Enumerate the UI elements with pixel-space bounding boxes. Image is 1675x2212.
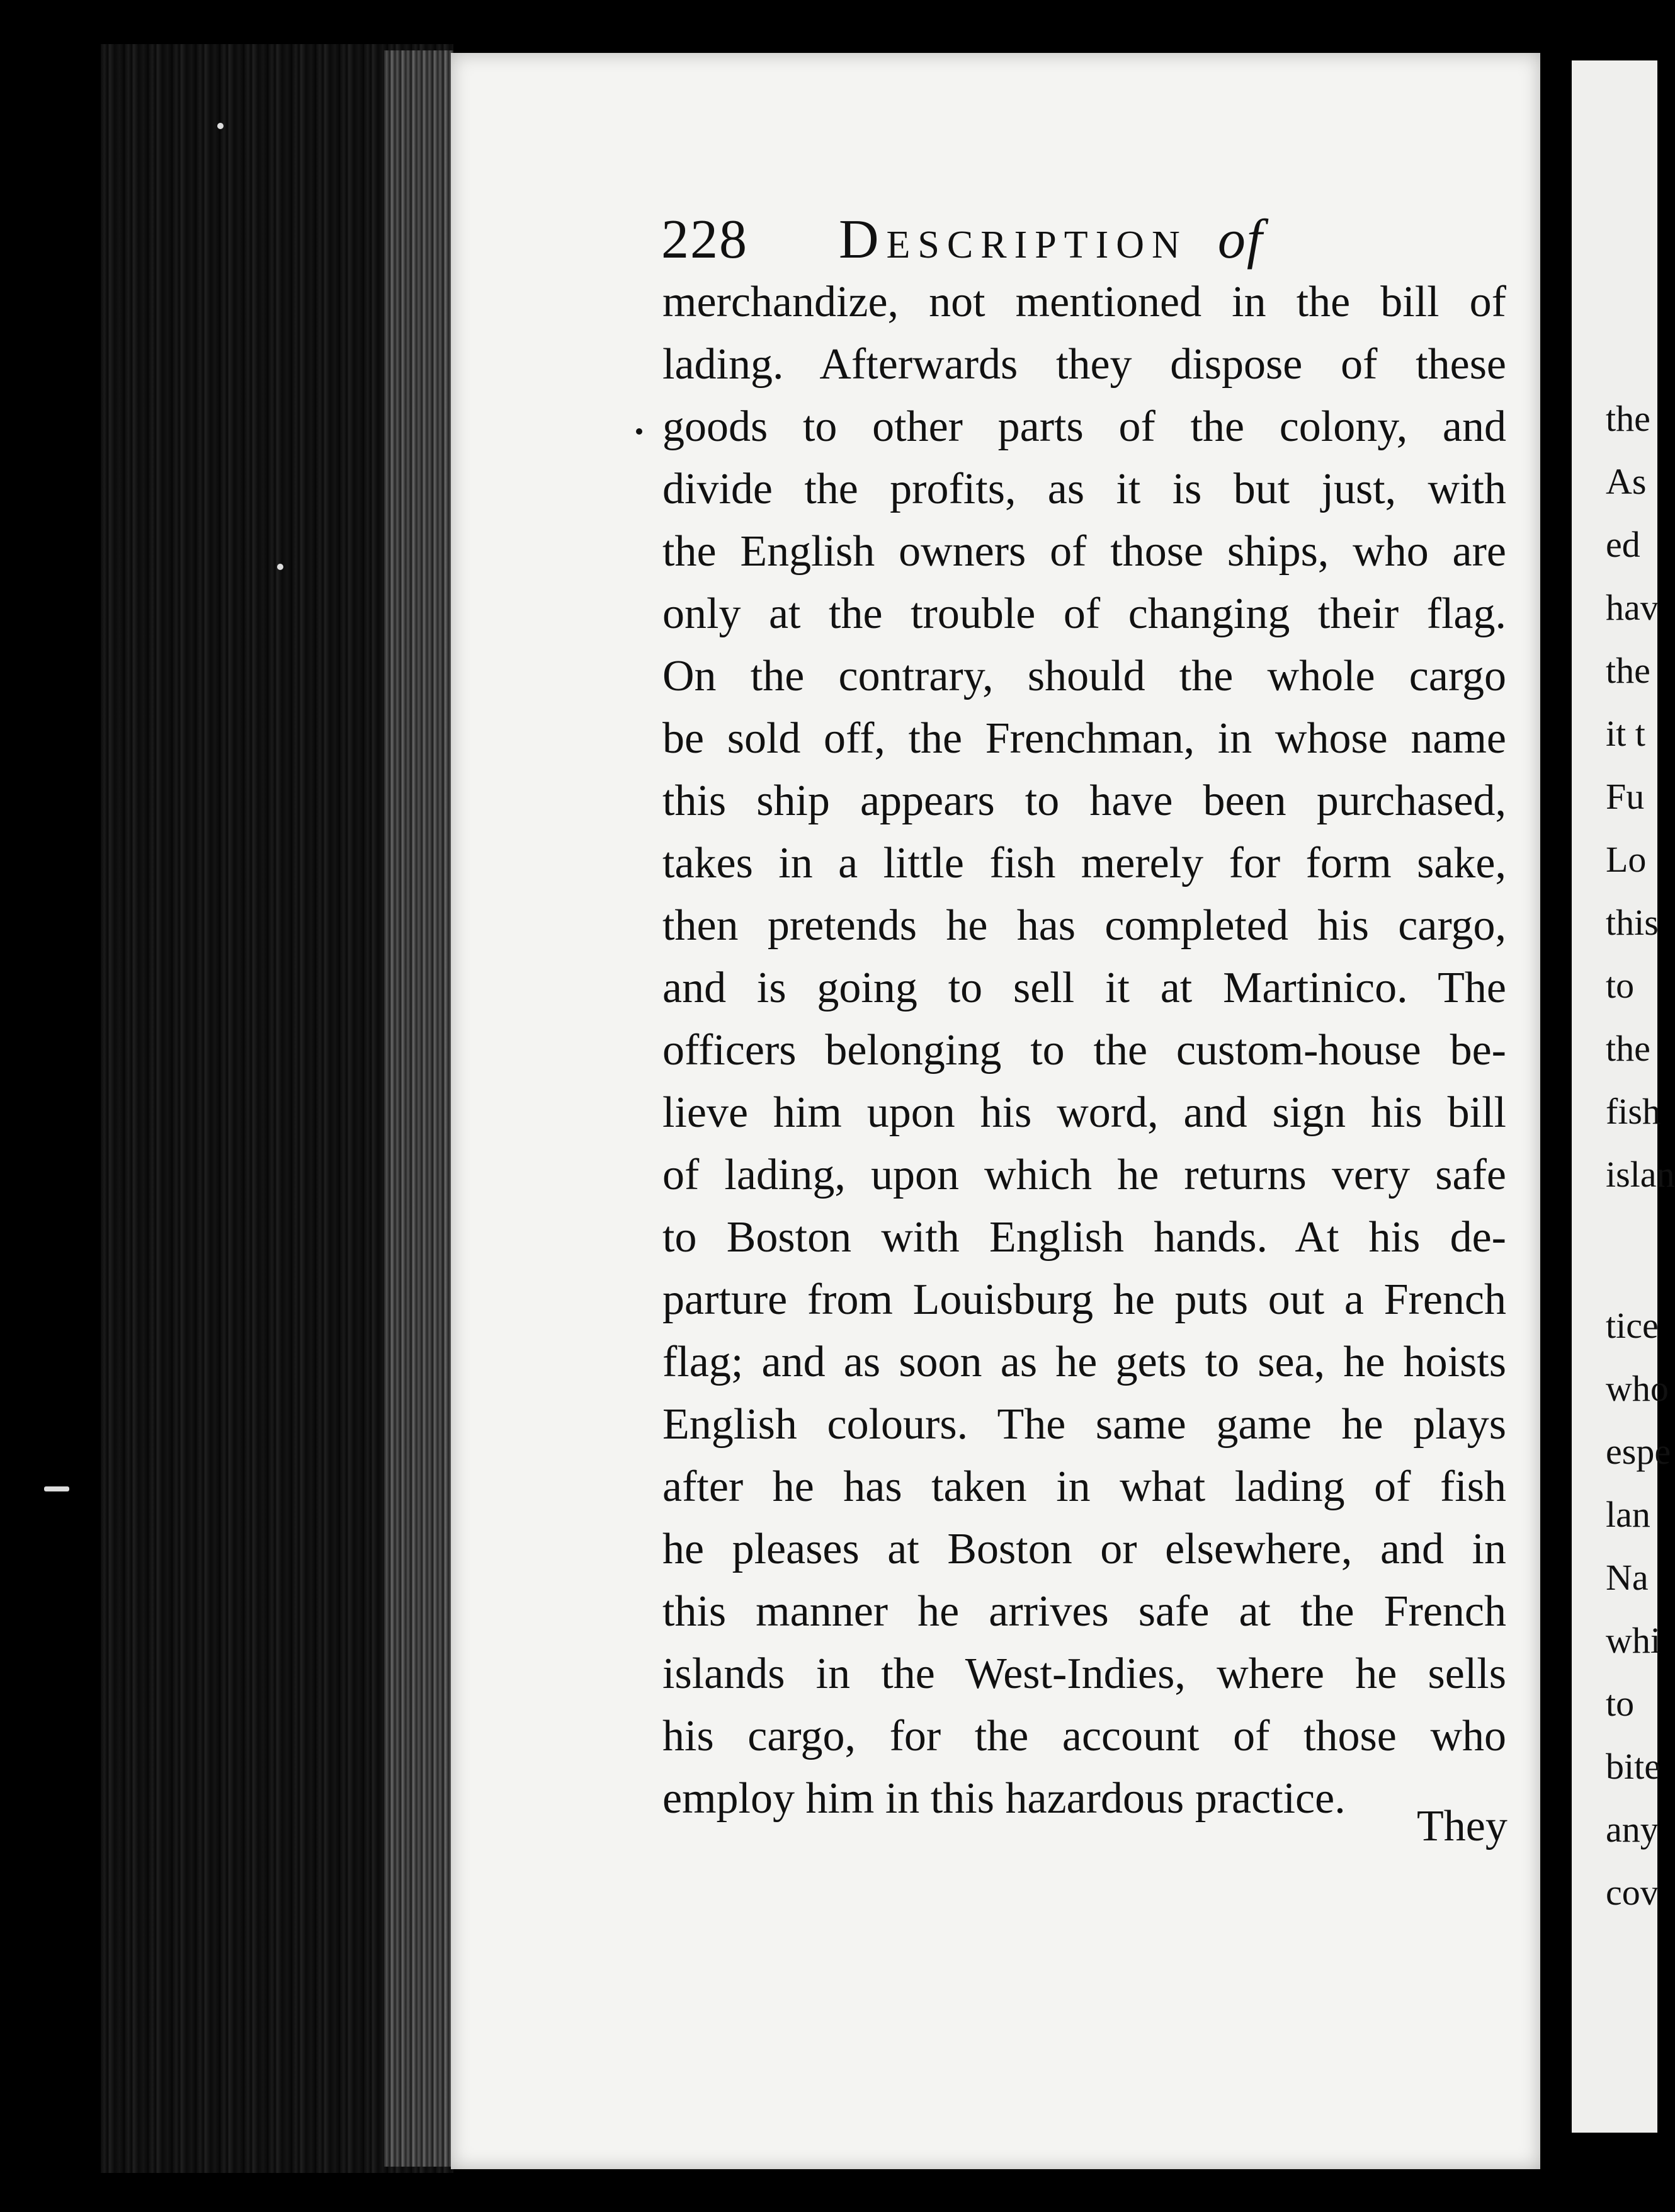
text-line: only at the trouble of changing their flag. [662, 590, 1506, 638]
facing-page-fragment: cov [1606, 1872, 1659, 1913]
text-line: goods to other parts of the colony, and [662, 402, 1506, 451]
facing-page-fragment: the [1606, 650, 1650, 691]
page-number: 228 [661, 209, 748, 270]
running-title: Description [839, 209, 1188, 270]
facing-page-fragment: hav [1606, 587, 1659, 628]
text-line: On the contrary, should the whole cargo [662, 652, 1506, 700]
text-line: flag; and as soon as he gets to sea, he hoists [662, 1338, 1506, 1386]
text-line: parture from Louisburg he puts out a French [662, 1275, 1506, 1324]
text-line: officers belonging to the custom-house be- [662, 1026, 1506, 1075]
facing-page-fragment: ed [1606, 524, 1640, 565]
facing-page-fragment: As [1606, 461, 1647, 502]
text-line: and is going to sell it at Martinico. The [662, 964, 1506, 1012]
text-line: his cargo, for the account of those who [662, 1712, 1506, 1760]
text-line: of lading, upon which he returns very safe [662, 1151, 1506, 1199]
text-line: lading. Afterwards they dispose of these [662, 340, 1506, 389]
text-line: then pretends he has completed his cargo, [662, 901, 1506, 950]
facing-page-fragment: the [1606, 1028, 1650, 1069]
facing-page-fragment: this [1606, 902, 1659, 943]
text-line: divide the profits, as it is but just, with [662, 465, 1506, 513]
text-line: English colours. The same game he plays [662, 1400, 1506, 1449]
facing-page-fragment: who [1606, 1368, 1669, 1409]
text-line: he pleases at Boston or elsewhere, and in [662, 1525, 1506, 1573]
facing-page-fragment: espe [1606, 1431, 1671, 1472]
facing-page-fragment: whi [1606, 1620, 1661, 1661]
text-line: be sold off, the Frenchman, in whose name [662, 714, 1506, 763]
text-line: this manner he arrives safe at the French [662, 1587, 1506, 1636]
dust-speck [217, 123, 224, 129]
dust-speck [277, 564, 283, 570]
facing-page-fragment: any [1606, 1809, 1659, 1850]
text-line: merchandize, not mentioned in the bill of [662, 278, 1506, 326]
facing-page-fragment: to [1606, 1683, 1635, 1724]
text-line: employ him in this hazardous practice. [662, 1774, 1346, 1823]
page-edges [384, 50, 453, 2167]
facing-page-fragment: fish [1606, 1091, 1661, 1132]
text-line: to Boston with English hands. At his de- [662, 1213, 1506, 1262]
facing-page-fragment: Lo [1606, 839, 1647, 880]
ink-dot [636, 428, 642, 435]
body-text [662, 271, 1506, 1830]
text-line: this ship appears to have been purchased, [662, 777, 1506, 825]
text-line: lieve him upon his word, and sign his bill [662, 1088, 1506, 1137]
catchword: They [1417, 1802, 1508, 1850]
running-title-of: of [1217, 209, 1264, 270]
text-line: islands in the West-Indies, where he sells [662, 1650, 1506, 1698]
text-line: the English owners of those ships, who are [662, 527, 1506, 576]
facing-page-fragment: Fu [1606, 776, 1645, 817]
running-head [661, 208, 1263, 271]
facing-page-fragment: tice [1606, 1305, 1659, 1346]
facing-page-fragment: lan [1606, 1494, 1650, 1535]
facing-page-sliver [1572, 60, 1675, 2133]
facing-page-fragment: Na [1606, 1557, 1649, 1598]
dust-speck [44, 1486, 69, 1491]
facing-page-fragment: bite [1606, 1746, 1661, 1787]
facing-page-fragment: islan [1606, 1154, 1675, 1195]
facing-page-fragment: to [1606, 965, 1635, 1006]
text-line: takes in a little fish merely for form sake, [662, 839, 1506, 887]
facing-page-fragment: the [1606, 398, 1650, 439]
facing-page-fragment: it t [1606, 713, 1645, 754]
text-line: after he has taken in what lading of fish [662, 1462, 1506, 1511]
